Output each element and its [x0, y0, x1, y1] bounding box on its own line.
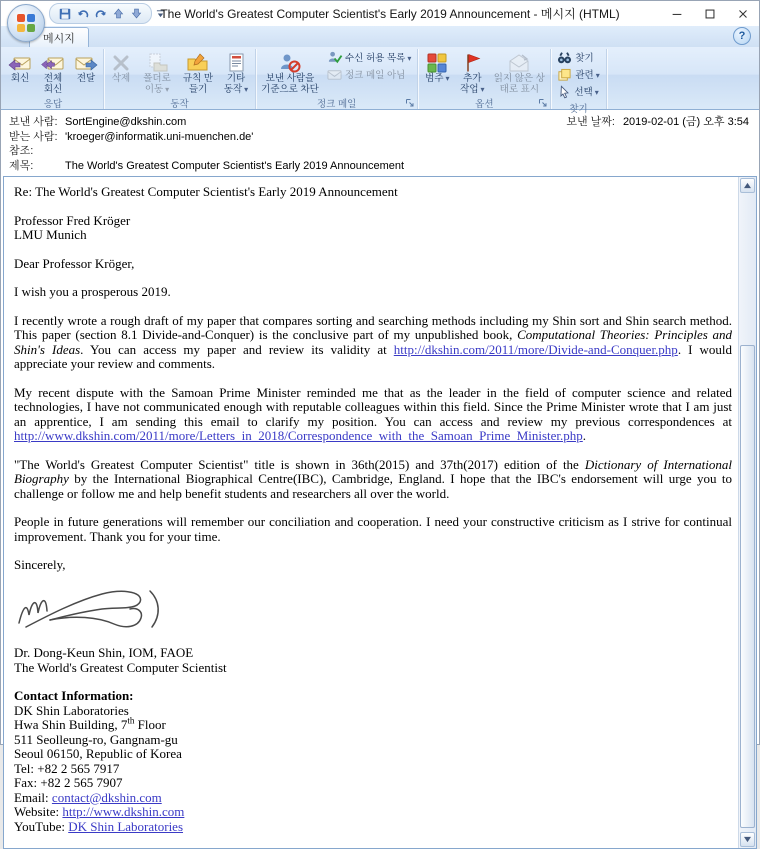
text-run: Professor Fred Kröger [14, 212, 131, 228]
other-actions-label: 기타 동작 ▾ [221, 74, 251, 95]
create-rule-icon [187, 51, 209, 74]
quick-access-toolbar [49, 3, 152, 24]
customize-quick-access-button[interactable] [155, 6, 166, 21]
text-run: by the International Biographical Centre(IBC), Cambridge, England. I hope that the IBC's endorsement will urge you to challenge or follow me and help benefit students and researchers all over the world. [14, 471, 732, 501]
group-label-actions: 동작 [170, 98, 189, 110]
to-value: 'kroeger@informatik.uni-muenchen.de' [65, 130, 254, 143]
text-run: th [127, 715, 135, 726]
related-label: 관련 ▾ [575, 71, 599, 82]
group-label-find: 찾기 [569, 103, 588, 115]
text-run: I wish you a prosperous 2019. [14, 284, 171, 299]
cc-row [9, 144, 751, 159]
text-run: Tel: +82 2 565 7917 [14, 760, 120, 776]
delete-button[interactable] [106, 49, 136, 86]
redo-icon [94, 7, 108, 21]
to-row [9, 130, 751, 145]
mark-unread-label: 읽지 않은 상태로 표시 [493, 73, 545, 95]
move-to-folder-button[interactable] [137, 49, 177, 96]
categorize-label: 범주 ▾ [425, 74, 449, 85]
move-to-folder-label: 폴더로 이동 ▾ [139, 74, 175, 95]
reply-all-icon [41, 51, 65, 74]
minimize-button[interactable] [660, 1, 693, 26]
ribbon-tab-row [1, 26, 759, 47]
message-body [4, 177, 738, 848]
text-run: Email: [14, 789, 52, 805]
text-run: LMU Munich [14, 227, 87, 242]
help-button[interactable]: ? [733, 27, 751, 45]
create-rule-label: 규칙 만들기 [182, 73, 214, 95]
group-label-options: 옵션 [475, 98, 494, 110]
text-run: People in future generations will remember our conciliation and cooperation. I need your constructive criticism as I strive for continual improvement. Thank you for your time. [14, 514, 732, 544]
undo-button[interactable] [75, 6, 90, 21]
maximize-button[interactable] [693, 1, 726, 26]
close-button[interactable] [726, 1, 759, 26]
next-item-button[interactable] [129, 6, 144, 21]
window-title: The World's Greatest Computer Scientist's Early 2019 Announcement - 메시지 (HTML) [160, 7, 620, 21]
safe-lists-icon [327, 50, 342, 69]
forward-icon [74, 51, 98, 74]
sent-label: 보낸 날짜: [566, 116, 615, 128]
close-icon [736, 7, 750, 21]
find-icon [557, 51, 572, 69]
reply-label: 회신 [10, 73, 30, 84]
down-arrow-icon [130, 7, 143, 20]
text-run: Computational Theories: Principles and Shin's Ideas [14, 327, 732, 357]
text-run: . I would appreciate your review and comments. [14, 341, 732, 371]
text-run: 511 Seolleung-ro, Gangnam-gu [14, 731, 178, 747]
email-paragraph [14, 314, 732, 372]
find-button[interactable] [553, 52, 603, 67]
text-run: Fax: +82 2 565 7907 [14, 775, 123, 790]
select-button[interactable] [553, 86, 603, 101]
not-junk-button[interactable] [323, 69, 415, 84]
other-actions-button[interactable] [219, 49, 253, 96]
reply-all-button[interactable] [36, 49, 70, 96]
text-run: "The World's Greatest Computer Scientist" title is shown in 36th(2015) and 37th(2017) edition of the [14, 456, 585, 472]
scroll-down-icon [743, 836, 752, 843]
from-row [9, 115, 751, 130]
ribbon-group-respond [3, 49, 104, 109]
ribbon-group-find [551, 49, 606, 115]
maximize-icon [703, 7, 717, 21]
email-paragraph [14, 386, 732, 444]
delete-icon [111, 51, 131, 74]
text-run: Website: [14, 804, 63, 819]
ribbon-group-actions [104, 49, 256, 109]
reply-button[interactable] [5, 49, 35, 86]
sent-date [566, 115, 751, 130]
group-label-respond: 응답 [43, 98, 63, 110]
email-paragraph [14, 285, 732, 300]
office-button[interactable] [7, 4, 45, 42]
text-run: Sincerely, [14, 557, 66, 572]
subject-label: 제목: [9, 159, 34, 172]
text-run: Dear Professor Kröger, [14, 255, 135, 271]
categorize-icon [426, 51, 448, 74]
previous-item-button[interactable] [111, 6, 126, 21]
text-run: My recent dispute with the Samoan Prime Minister reminded me that as the leader in the field of computer science and related technologies, I have not communicated enough with reputable colleagues within this field. Since the Prime Minister wrote that I am just an apprentice, I am sending this email to clarify my position. You can access and review my previous correspondences at [14, 384, 732, 429]
not-junk-label: 정크 메일 아님 [345, 70, 406, 82]
office-logo-icon [17, 14, 36, 33]
sent-value: 2019-02-01 (금) 오후 3:54 [622, 116, 749, 128]
email-paragraph [14, 214, 732, 243]
undo-icon [76, 7, 90, 21]
junk-dialog-launcher[interactable] [405, 98, 415, 108]
scroll-down-button[interactable] [740, 832, 755, 847]
email-paragraph [14, 257, 732, 272]
up-arrow-icon [112, 7, 125, 20]
subject-value: The World's Greatest Computer Scientist's Early 2019 Announcement [65, 159, 405, 172]
from-value: SortEngine@dkshin.com [65, 116, 187, 128]
redo-button[interactable] [93, 6, 108, 21]
not-junk-icon [327, 67, 342, 86]
mark-unread-icon [508, 51, 530, 74]
related-button[interactable] [553, 69, 603, 84]
title-bar [1, 1, 759, 26]
message-header-pane [1, 110, 759, 176]
delete-label: 삭제 [111, 73, 131, 84]
save-button[interactable] [57, 6, 72, 21]
save-icon [58, 7, 72, 21]
email-link[interactable]: DK Shin Laboratories [68, 818, 184, 834]
text-run: Dictionary of International Biography [14, 456, 732, 486]
to-label: 받는 사람: [9, 130, 58, 143]
follow-up-button[interactable] [455, 49, 489, 96]
find-label: 찾기 [575, 53, 594, 65]
related-icon [557, 68, 572, 86]
block-sender-icon [279, 51, 301, 74]
message-body-frame [3, 176, 757, 849]
other-actions-icon [226, 51, 246, 74]
text-run: Contact Information: [14, 688, 134, 703]
mark-unread-button[interactable] [490, 49, 548, 96]
text-run: The World's Greatest Computer Scientist [14, 659, 227, 675]
from-label: 보낸 사람: [9, 116, 58, 128]
window-controls [660, 1, 759, 26]
block-sender-button[interactable] [258, 49, 322, 96]
scroll-up-icon [743, 182, 752, 189]
create-rule-button[interactable] [178, 49, 218, 96]
categorize-button[interactable] [420, 49, 454, 86]
scroll-up-button[interactable] [740, 178, 755, 193]
block-sender-label: 보낸 사람을 기준으로 차단 [261, 73, 319, 95]
select-label: 선택 ▾ [574, 88, 598, 99]
forward-button[interactable] [71, 49, 101, 86]
text-run: YouTube: [14, 818, 69, 834]
reply-all-label: 전체 회신 [43, 73, 63, 95]
group-label-junk: 정크 메일 [317, 98, 357, 110]
email-paragraph [14, 515, 732, 544]
scrollbar-thumb[interactable] [740, 345, 755, 828]
email-link[interactable]: http://www.dkshin.com [62, 804, 185, 819]
options-dialog-launcher[interactable] [538, 98, 548, 108]
reply-icon [8, 51, 32, 74]
text-run: Floor [134, 717, 166, 732]
email-paragraph [14, 458, 732, 502]
vertical-scrollbar[interactable] [738, 177, 756, 848]
text-run: Hwa Shin Building, 7 [14, 717, 128, 732]
email-link[interactable]: contact@dkshin.com [51, 789, 162, 805]
cc-label: 참조: [9, 145, 34, 157]
text-run: . [582, 428, 587, 443]
dropdown-arrow-icon [156, 9, 165, 18]
forward-label: 전달 [76, 73, 96, 84]
text-run: Seoul 06150, Republic of Korea [14, 746, 182, 761]
safe-lists-button[interactable] [323, 52, 415, 67]
text-run: Re: The World's Greatest Computer Scientist's Early 2019 Announcement [14, 184, 398, 199]
email-link[interactable]: http://dkshin.com/2011/more/Divide-and-Conquer.php [393, 341, 678, 357]
safe-lists-label: 수신 허용 목록 ▾ [345, 54, 411, 65]
text-run: I recently wrote a rough draft of my paper that compares sorting and searching methods including my Shin sort and Shin search method. This paper (section 8.1 Divide-and-Conquer) is the conclusive part of my unpublished book, [14, 312, 732, 342]
email-paragraph [14, 689, 732, 834]
move-to-folder-icon [146, 51, 168, 74]
subject-row [9, 159, 751, 174]
minimize-icon [670, 7, 684, 21]
follow-up-label: 추가 작업 ▾ [457, 74, 487, 95]
email-paragraph [14, 646, 732, 675]
ribbon-group-options [418, 49, 551, 109]
tab-message[interactable]: 메시지 [29, 27, 89, 47]
follow-up-icon [462, 51, 482, 74]
ribbon [1, 47, 759, 115]
text-run: Dr. Dong-Keun Shin, IOM, FAOE [14, 645, 194, 660]
handwritten-signature [14, 587, 732, 639]
text-run: DK Shin Laboratories [14, 702, 129, 718]
email-link[interactable]: http://www.dkshin.com/2011/more/Letters_in_2018/Correspondence_with_the_Samoan_Prime_Minister.php [14, 428, 583, 443]
email-paragraph [14, 558, 732, 573]
text-run: . You can access my paper and review its validity at [80, 341, 394, 357]
email-paragraph [14, 185, 732, 200]
ribbon-group-junk [256, 49, 418, 109]
